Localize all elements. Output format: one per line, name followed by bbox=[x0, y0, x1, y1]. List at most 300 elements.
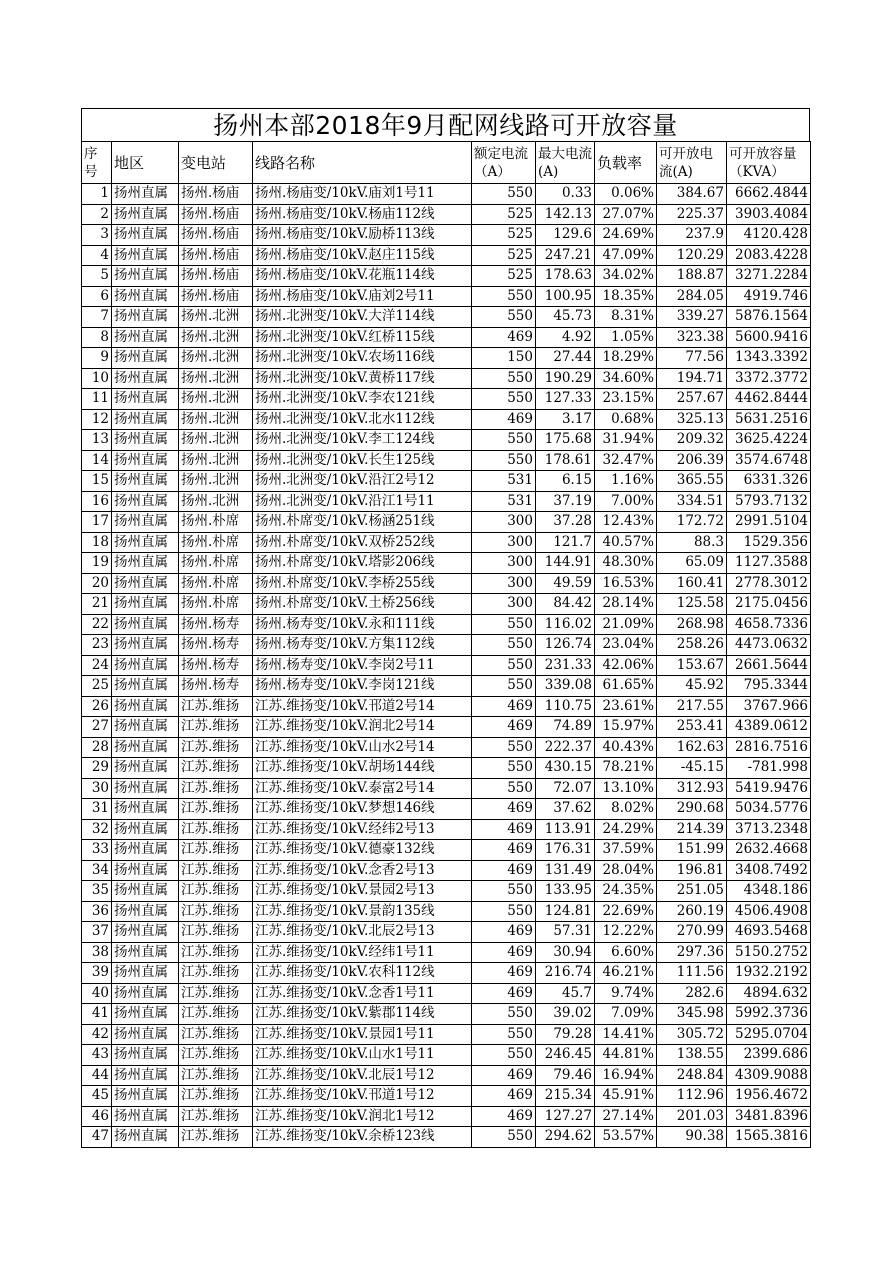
table-row bbox=[82, 778, 811, 799]
table-row bbox=[82, 983, 811, 1004]
cell-available-current: 257.67 bbox=[657, 389, 727, 410]
cell-available-capacity: 1932.2192 bbox=[727, 963, 811, 984]
header-substation: 变电站 bbox=[179, 142, 253, 184]
cell-line-name: 江苏.维扬变/10kV.念香1号11 bbox=[253, 983, 472, 1004]
cell-available-current: 120.29 bbox=[657, 245, 727, 266]
cell-available-current: 188.87 bbox=[657, 266, 727, 287]
cell-available-current: 312.93 bbox=[657, 778, 727, 799]
cell-load-rate: 48.30% bbox=[595, 553, 657, 574]
cell-rated-current: 550 bbox=[472, 430, 536, 451]
cell-line-name: 江苏.维扬变/10kV.景园2号13 bbox=[253, 881, 472, 902]
cell-load-rate: 14.41% bbox=[595, 1024, 657, 1045]
cell-max-current: 124.81 bbox=[536, 901, 595, 922]
cell-max-current: 133.95 bbox=[536, 881, 595, 902]
cell-rated-current: 550 bbox=[472, 450, 536, 471]
cell-available-current: 339.27 bbox=[657, 307, 727, 328]
table-row bbox=[82, 389, 811, 410]
cell-load-rate: 18.35% bbox=[595, 286, 657, 307]
cell-line-name: 江苏.维扬变/10kV.润北2号14 bbox=[253, 717, 472, 738]
cell-seq: 16 bbox=[82, 491, 112, 512]
cell-region: 扬州直属 bbox=[112, 799, 179, 820]
cell-rated-current: 469 bbox=[472, 717, 536, 738]
cell-region: 扬州直属 bbox=[112, 450, 179, 471]
header-available-current: 可开放电流(A) bbox=[657, 142, 727, 184]
cell-line-name: 江苏.维扬变/10kV.山水1号11 bbox=[253, 1045, 472, 1066]
cell-max-current: 57.31 bbox=[536, 922, 595, 943]
cell-region: 扬州直属 bbox=[112, 881, 179, 902]
cell-rated-current: 550 bbox=[472, 307, 536, 328]
cell-load-rate: 8.31% bbox=[595, 307, 657, 328]
cell-line-name: 扬州.杨庙变/10kV.花瓶114线 bbox=[253, 266, 472, 287]
cell-available-current: 201.03 bbox=[657, 1106, 727, 1127]
cell-max-current: 37.62 bbox=[536, 799, 595, 820]
cell-available-capacity: 3625.4224 bbox=[727, 430, 811, 451]
cell-line-name: 扬州.杨寿变/10kV.方集112线 bbox=[253, 635, 472, 656]
cell-line-name: 江苏.维扬变/10kV.梦想146线 bbox=[253, 799, 472, 820]
cell-substation: 江苏.维扬 bbox=[179, 799, 253, 820]
cell-available-current: 282.6 bbox=[657, 983, 727, 1004]
cell-load-rate: 23.61% bbox=[595, 696, 657, 717]
cell-available-current: 248.84 bbox=[657, 1065, 727, 1086]
cell-seq: 28 bbox=[82, 737, 112, 758]
table-row bbox=[82, 368, 811, 389]
cell-rated-current: 469 bbox=[472, 942, 536, 963]
cell-region: 扬州直属 bbox=[112, 286, 179, 307]
cell-available-capacity: 5034.5776 bbox=[727, 799, 811, 820]
cell-available-capacity: 6662.4844 bbox=[727, 184, 811, 205]
cell-rated-current: 550 bbox=[472, 737, 536, 758]
cell-available-current: 65.09 bbox=[657, 553, 727, 574]
cell-line-name: 扬州.杨寿变/10kV.李岗2号11 bbox=[253, 655, 472, 676]
cell-region: 扬州直属 bbox=[112, 696, 179, 717]
cell-line-name: 江苏.维扬变/10kV.经纬2号13 bbox=[253, 819, 472, 840]
cell-substation: 江苏.维扬 bbox=[179, 778, 253, 799]
cell-seq: 19 bbox=[82, 553, 112, 574]
table-row bbox=[82, 696, 811, 717]
cell-substation: 江苏.维扬 bbox=[179, 696, 253, 717]
cell-available-current: 206.39 bbox=[657, 450, 727, 471]
cell-region: 扬州直属 bbox=[112, 737, 179, 758]
cell-substation: 扬州.朴席 bbox=[179, 553, 253, 574]
cell-load-rate: 61.65% bbox=[595, 676, 657, 697]
cell-substation: 扬州.北洲 bbox=[179, 348, 253, 369]
cell-available-current: 138.55 bbox=[657, 1045, 727, 1066]
table-row bbox=[82, 942, 811, 963]
cell-load-rate: 37.59% bbox=[595, 840, 657, 861]
cell-max-current: 178.63 bbox=[536, 266, 595, 287]
cell-available-capacity: 4693.5468 bbox=[727, 922, 811, 943]
cell-rated-current: 469 bbox=[472, 860, 536, 881]
cell-available-capacity: 2175.0456 bbox=[727, 594, 811, 615]
cell-available-current: 305.72 bbox=[657, 1024, 727, 1045]
cell-region: 扬州直属 bbox=[112, 860, 179, 881]
cell-available-current: 162.63 bbox=[657, 737, 727, 758]
cell-max-current: 84.42 bbox=[536, 594, 595, 615]
cell-region: 扬州直属 bbox=[112, 983, 179, 1004]
cell-line-name: 扬州.北洲变/10kV.黄桥117线 bbox=[253, 368, 472, 389]
sheet-title: 扬州本部2018年9月配网线路可开放容量 bbox=[81, 108, 810, 141]
cell-region: 扬州直属 bbox=[112, 225, 179, 246]
cell-available-current: 268.98 bbox=[657, 614, 727, 635]
cell-line-name: 江苏.维扬变/10kV.念香2号13 bbox=[253, 860, 472, 881]
cell-substation: 江苏.维扬 bbox=[179, 963, 253, 984]
cell-seq: 9 bbox=[82, 348, 112, 369]
cell-rated-current: 469 bbox=[472, 799, 536, 820]
cell-substation: 扬州.朴席 bbox=[179, 573, 253, 594]
cell-load-rate: 78.21% bbox=[595, 758, 657, 779]
cell-load-rate: 0.06% bbox=[595, 184, 657, 205]
cell-available-capacity: 3903.4084 bbox=[727, 204, 811, 225]
cell-load-rate: 22.69% bbox=[595, 901, 657, 922]
cell-available-capacity: 2632.4668 bbox=[727, 840, 811, 861]
cell-rated-current: 550 bbox=[472, 635, 536, 656]
cell-max-current: 216.74 bbox=[536, 963, 595, 984]
cell-seq: 35 bbox=[82, 881, 112, 902]
cell-seq: 40 bbox=[82, 983, 112, 1004]
cell-load-rate: 53.57% bbox=[595, 1127, 657, 1148]
cell-rated-current: 550 bbox=[472, 1004, 536, 1025]
cell-line-name: 江苏.维扬变/10kV.润北1号12 bbox=[253, 1106, 472, 1127]
table-row bbox=[82, 922, 811, 943]
table-row bbox=[82, 1065, 811, 1086]
cell-load-rate: 13.10% bbox=[595, 778, 657, 799]
cell-substation: 扬州.北洲 bbox=[179, 409, 253, 430]
cell-region: 扬州直属 bbox=[112, 553, 179, 574]
table-row bbox=[82, 553, 811, 574]
cell-seq: 33 bbox=[82, 840, 112, 861]
cell-substation: 扬州.杨寿 bbox=[179, 635, 253, 656]
cell-substation: 江苏.维扬 bbox=[179, 1004, 253, 1025]
cell-region: 扬州直属 bbox=[112, 676, 179, 697]
cell-available-capacity: 4506.4908 bbox=[727, 901, 811, 922]
cell-max-current: 178.61 bbox=[536, 450, 595, 471]
cell-region: 扬州直属 bbox=[112, 368, 179, 389]
cell-available-current: 151.99 bbox=[657, 840, 727, 861]
cell-load-rate: 40.43% bbox=[595, 737, 657, 758]
cell-substation: 江苏.维扬 bbox=[179, 983, 253, 1004]
cell-substation: 扬州.朴席 bbox=[179, 532, 253, 553]
cell-rated-current: 550 bbox=[472, 184, 536, 205]
cell-available-capacity: 5992.3736 bbox=[727, 1004, 811, 1025]
cell-region: 扬州直属 bbox=[112, 471, 179, 492]
cell-available-capacity: -781.998 bbox=[727, 758, 811, 779]
table-row bbox=[82, 594, 811, 615]
cell-seq: 37 bbox=[82, 922, 112, 943]
cell-max-current: 339.08 bbox=[536, 676, 595, 697]
cell-substation: 扬州.杨寿 bbox=[179, 614, 253, 635]
table-row bbox=[82, 901, 811, 922]
cell-seq: 7 bbox=[82, 307, 112, 328]
cell-available-current: 153.67 bbox=[657, 655, 727, 676]
table-row bbox=[82, 717, 811, 738]
cell-substation: 扬州.北洲 bbox=[179, 491, 253, 512]
cell-line-name: 扬州.朴席变/10kV.李桥255线 bbox=[253, 573, 472, 594]
cell-available-capacity: 4348.186 bbox=[727, 881, 811, 902]
cell-seq: 29 bbox=[82, 758, 112, 779]
cell-seq: 39 bbox=[82, 963, 112, 984]
cell-seq: 23 bbox=[82, 635, 112, 656]
cell-available-current: 325.13 bbox=[657, 409, 727, 430]
cell-available-current: 112.96 bbox=[657, 1086, 727, 1107]
cell-seq: 21 bbox=[82, 594, 112, 615]
cell-line-name: 江苏.维扬变/10kV.北辰2号13 bbox=[253, 922, 472, 943]
cell-available-current: 345.98 bbox=[657, 1004, 727, 1025]
cell-load-rate: 8.02% bbox=[595, 799, 657, 820]
capacity-table bbox=[81, 141, 811, 1148]
spreadsheet bbox=[81, 108, 810, 1148]
table-row bbox=[82, 409, 811, 430]
cell-seq: 1 bbox=[82, 184, 112, 205]
table-row bbox=[82, 614, 811, 635]
cell-available-current: -45.15 bbox=[657, 758, 727, 779]
cell-load-rate: 12.22% bbox=[595, 922, 657, 943]
cell-load-rate: 0.68% bbox=[595, 409, 657, 430]
cell-max-current: 294.62 bbox=[536, 1127, 595, 1148]
table-row bbox=[82, 1004, 811, 1025]
cell-line-name: 扬州.朴席变/10kV.土桥256线 bbox=[253, 594, 472, 615]
cell-seq: 46 bbox=[82, 1106, 112, 1127]
cell-substation: 江苏.维扬 bbox=[179, 1024, 253, 1045]
cell-max-current: 45.73 bbox=[536, 307, 595, 328]
cell-load-rate: 24.69% bbox=[595, 225, 657, 246]
cell-substation: 江苏.维扬 bbox=[179, 758, 253, 779]
cell-substation: 江苏.维扬 bbox=[179, 840, 253, 861]
cell-substation: 扬州.北洲 bbox=[179, 471, 253, 492]
cell-max-current: 4.92 bbox=[536, 327, 595, 348]
cell-region: 扬州直属 bbox=[112, 717, 179, 738]
cell-region: 扬州直属 bbox=[112, 614, 179, 635]
cell-available-capacity: 1565.3816 bbox=[727, 1127, 811, 1148]
cell-available-capacity: 2991.5104 bbox=[727, 512, 811, 533]
cell-available-capacity: 2661.5644 bbox=[727, 655, 811, 676]
cell-substation: 扬州.杨庙 bbox=[179, 225, 253, 246]
cell-available-capacity: 1343.3392 bbox=[727, 348, 811, 369]
cell-rated-current: 150 bbox=[472, 348, 536, 369]
cell-rated-current: 550 bbox=[472, 1045, 536, 1066]
table-row bbox=[82, 245, 811, 266]
cell-max-current: 430.15 bbox=[536, 758, 595, 779]
cell-substation: 扬州.北洲 bbox=[179, 307, 253, 328]
cell-load-rate: 21.09% bbox=[595, 614, 657, 635]
cell-substation: 扬州.北洲 bbox=[179, 389, 253, 410]
cell-available-current: 209.32 bbox=[657, 430, 727, 451]
cell-load-rate: 46.21% bbox=[595, 963, 657, 984]
cell-max-current: 215.34 bbox=[536, 1086, 595, 1107]
cell-substation: 江苏.维扬 bbox=[179, 881, 253, 902]
cell-max-current: 27.44 bbox=[536, 348, 595, 369]
cell-line-name: 江苏.维扬变/10kV.山水2号14 bbox=[253, 737, 472, 758]
cell-available-capacity: 2778.3012 bbox=[727, 573, 811, 594]
cell-available-capacity: 3713.2348 bbox=[727, 819, 811, 840]
cell-seq: 5 bbox=[82, 266, 112, 287]
cell-available-capacity: 3372.3772 bbox=[727, 368, 811, 389]
cell-line-name: 扬州.朴席变/10kV.双桥252线 bbox=[253, 532, 472, 553]
cell-rated-current: 469 bbox=[472, 983, 536, 1004]
table-row bbox=[82, 348, 811, 369]
cell-seq: 3 bbox=[82, 225, 112, 246]
cell-seq: 20 bbox=[82, 573, 112, 594]
cell-seq: 22 bbox=[82, 614, 112, 635]
cell-available-capacity: 4389.0612 bbox=[727, 717, 811, 738]
cell-load-rate: 18.29% bbox=[595, 348, 657, 369]
cell-line-name: 江苏.维扬变/10kV.农科112线 bbox=[253, 963, 472, 984]
cell-max-current: 231.33 bbox=[536, 655, 595, 676]
cell-seq: 4 bbox=[82, 245, 112, 266]
cell-region: 扬州直属 bbox=[112, 348, 179, 369]
header-rated-current: 额定电流（A） bbox=[472, 142, 536, 184]
cell-rated-current: 300 bbox=[472, 573, 536, 594]
cell-available-capacity: 795.3344 bbox=[727, 676, 811, 697]
cell-available-current: 253.41 bbox=[657, 717, 727, 738]
cell-available-current: 125.58 bbox=[657, 594, 727, 615]
cell-line-name: 扬州.杨庙变/10kV.励桥113线 bbox=[253, 225, 472, 246]
cell-load-rate: 24.35% bbox=[595, 881, 657, 902]
cell-max-current: 37.28 bbox=[536, 512, 595, 533]
cell-available-current: 260.19 bbox=[657, 901, 727, 922]
cell-seq: 38 bbox=[82, 942, 112, 963]
cell-max-current: 72.07 bbox=[536, 778, 595, 799]
cell-available-capacity: 3767.966 bbox=[727, 696, 811, 717]
cell-region: 扬州直属 bbox=[112, 1106, 179, 1127]
cell-max-current: 0.33 bbox=[536, 184, 595, 205]
cell-available-current: 384.67 bbox=[657, 184, 727, 205]
cell-region: 扬州直属 bbox=[112, 1127, 179, 1148]
cell-region: 扬州直属 bbox=[112, 1045, 179, 1066]
cell-substation: 扬州.北洲 bbox=[179, 430, 253, 451]
cell-load-rate: 7.09% bbox=[595, 1004, 657, 1025]
cell-region: 扬州直属 bbox=[112, 819, 179, 840]
cell-substation: 扬州.朴席 bbox=[179, 594, 253, 615]
cell-rated-current: 550 bbox=[472, 614, 536, 635]
cell-line-name: 江苏.维扬变/10kV.余桥123线 bbox=[253, 1127, 472, 1148]
cell-rated-current: 300 bbox=[472, 594, 536, 615]
cell-line-name: 江苏.维扬变/10kV.北辰1号12 bbox=[253, 1065, 472, 1086]
cell-seq: 10 bbox=[82, 368, 112, 389]
cell-rated-current: 550 bbox=[472, 758, 536, 779]
cell-line-name: 江苏.维扬变/10kV.邗道1号12 bbox=[253, 1086, 472, 1107]
cell-available-capacity: 3481.8396 bbox=[727, 1106, 811, 1127]
cell-max-current: 30.94 bbox=[536, 942, 595, 963]
cell-seq: 18 bbox=[82, 532, 112, 553]
cell-available-current: 217.55 bbox=[657, 696, 727, 717]
cell-substation: 江苏.维扬 bbox=[179, 1086, 253, 1107]
table-row bbox=[82, 430, 811, 451]
cell-load-rate: 45.91% bbox=[595, 1086, 657, 1107]
cell-substation: 江苏.维扬 bbox=[179, 737, 253, 758]
cell-line-name: 江苏.维扬变/10kV.紫郡114线 bbox=[253, 1004, 472, 1025]
cell-max-current: 110.75 bbox=[536, 696, 595, 717]
table-row bbox=[82, 491, 811, 512]
cell-available-current: 334.51 bbox=[657, 491, 727, 512]
cell-seq: 36 bbox=[82, 901, 112, 922]
cell-load-rate: 34.02% bbox=[595, 266, 657, 287]
cell-load-rate: 28.04% bbox=[595, 860, 657, 881]
cell-region: 扬州直属 bbox=[112, 758, 179, 779]
cell-seq: 45 bbox=[82, 1086, 112, 1107]
cell-load-rate: 34.60% bbox=[595, 368, 657, 389]
cell-rated-current: 550 bbox=[472, 778, 536, 799]
header-max-current: 最大电流(A) bbox=[536, 142, 595, 184]
cell-region: 扬州直属 bbox=[112, 655, 179, 676]
cell-available-capacity: 1127.3588 bbox=[727, 553, 811, 574]
cell-substation: 扬州.杨寿 bbox=[179, 676, 253, 697]
table-row bbox=[82, 1086, 811, 1107]
cell-max-current: 190.29 bbox=[536, 368, 595, 389]
header-seq: 序号 bbox=[82, 142, 112, 184]
cell-seq: 32 bbox=[82, 819, 112, 840]
cell-seq: 13 bbox=[82, 430, 112, 451]
cell-line-name: 江苏.维扬变/10kV.经纬1号11 bbox=[253, 942, 472, 963]
table-row bbox=[82, 819, 811, 840]
cell-load-rate: 1.05% bbox=[595, 327, 657, 348]
cell-available-current: 45.92 bbox=[657, 676, 727, 697]
cell-load-rate: 6.60% bbox=[595, 942, 657, 963]
cell-region: 扬州直属 bbox=[112, 512, 179, 533]
cell-max-current: 129.6 bbox=[536, 225, 595, 246]
cell-available-current: 225.37 bbox=[657, 204, 727, 225]
cell-available-current: 160.41 bbox=[657, 573, 727, 594]
cell-rated-current: 525 bbox=[472, 204, 536, 225]
cell-load-rate: 31.94% bbox=[595, 430, 657, 451]
cell-available-capacity: 1956.4672 bbox=[727, 1086, 811, 1107]
table-row bbox=[82, 840, 811, 861]
cell-region: 扬州直属 bbox=[112, 184, 179, 205]
cell-region: 扬州直属 bbox=[112, 389, 179, 410]
cell-seq: 8 bbox=[82, 327, 112, 348]
cell-region: 扬州直属 bbox=[112, 1065, 179, 1086]
cell-available-capacity: 2083.4228 bbox=[727, 245, 811, 266]
cell-line-name: 扬州.北洲变/10kV.大洋114线 bbox=[253, 307, 472, 328]
cell-substation: 扬州.杨庙 bbox=[179, 286, 253, 307]
cell-rated-current: 469 bbox=[472, 696, 536, 717]
cell-seq: 2 bbox=[82, 204, 112, 225]
cell-substation: 扬州.杨庙 bbox=[179, 245, 253, 266]
cell-available-capacity: 5631.2516 bbox=[727, 409, 811, 430]
cell-region: 扬州直属 bbox=[112, 204, 179, 225]
cell-available-capacity: 4919.746 bbox=[727, 286, 811, 307]
cell-available-current: 284.05 bbox=[657, 286, 727, 307]
table-row bbox=[82, 758, 811, 779]
cell-rated-current: 550 bbox=[472, 655, 536, 676]
cell-line-name: 扬州.北洲变/10kV.北水112线 bbox=[253, 409, 472, 430]
cell-rated-current: 531 bbox=[472, 471, 536, 492]
cell-substation: 江苏.维扬 bbox=[179, 1045, 253, 1066]
cell-rated-current: 550 bbox=[472, 881, 536, 902]
cell-rated-current: 469 bbox=[472, 409, 536, 430]
cell-available-capacity: 5793.7132 bbox=[727, 491, 811, 512]
cell-available-capacity: 4473.0632 bbox=[727, 635, 811, 656]
cell-load-rate: 32.47% bbox=[595, 450, 657, 471]
cell-load-rate: 27.14% bbox=[595, 1106, 657, 1127]
cell-available-current: 237.9 bbox=[657, 225, 727, 246]
table-row bbox=[82, 1024, 811, 1045]
table-row bbox=[82, 676, 811, 697]
cell-rated-current: 525 bbox=[472, 225, 536, 246]
cell-substation: 江苏.维扬 bbox=[179, 717, 253, 738]
cell-available-current: 214.39 bbox=[657, 819, 727, 840]
table-row bbox=[82, 532, 811, 553]
cell-rated-current: 469 bbox=[472, 327, 536, 348]
cell-line-name: 江苏.维扬变/10kV.景韵135线 bbox=[253, 901, 472, 922]
cell-max-current: 116.02 bbox=[536, 614, 595, 635]
cell-max-current: 131.49 bbox=[536, 860, 595, 881]
table-row bbox=[82, 1045, 811, 1066]
cell-line-name: 扬州.朴席变/10kV.杨涵251线 bbox=[253, 512, 472, 533]
cell-max-current: 126.74 bbox=[536, 635, 595, 656]
cell-max-current: 222.37 bbox=[536, 737, 595, 758]
cell-max-current: 121.7 bbox=[536, 532, 595, 553]
cell-available-capacity: 3574.6748 bbox=[727, 450, 811, 471]
